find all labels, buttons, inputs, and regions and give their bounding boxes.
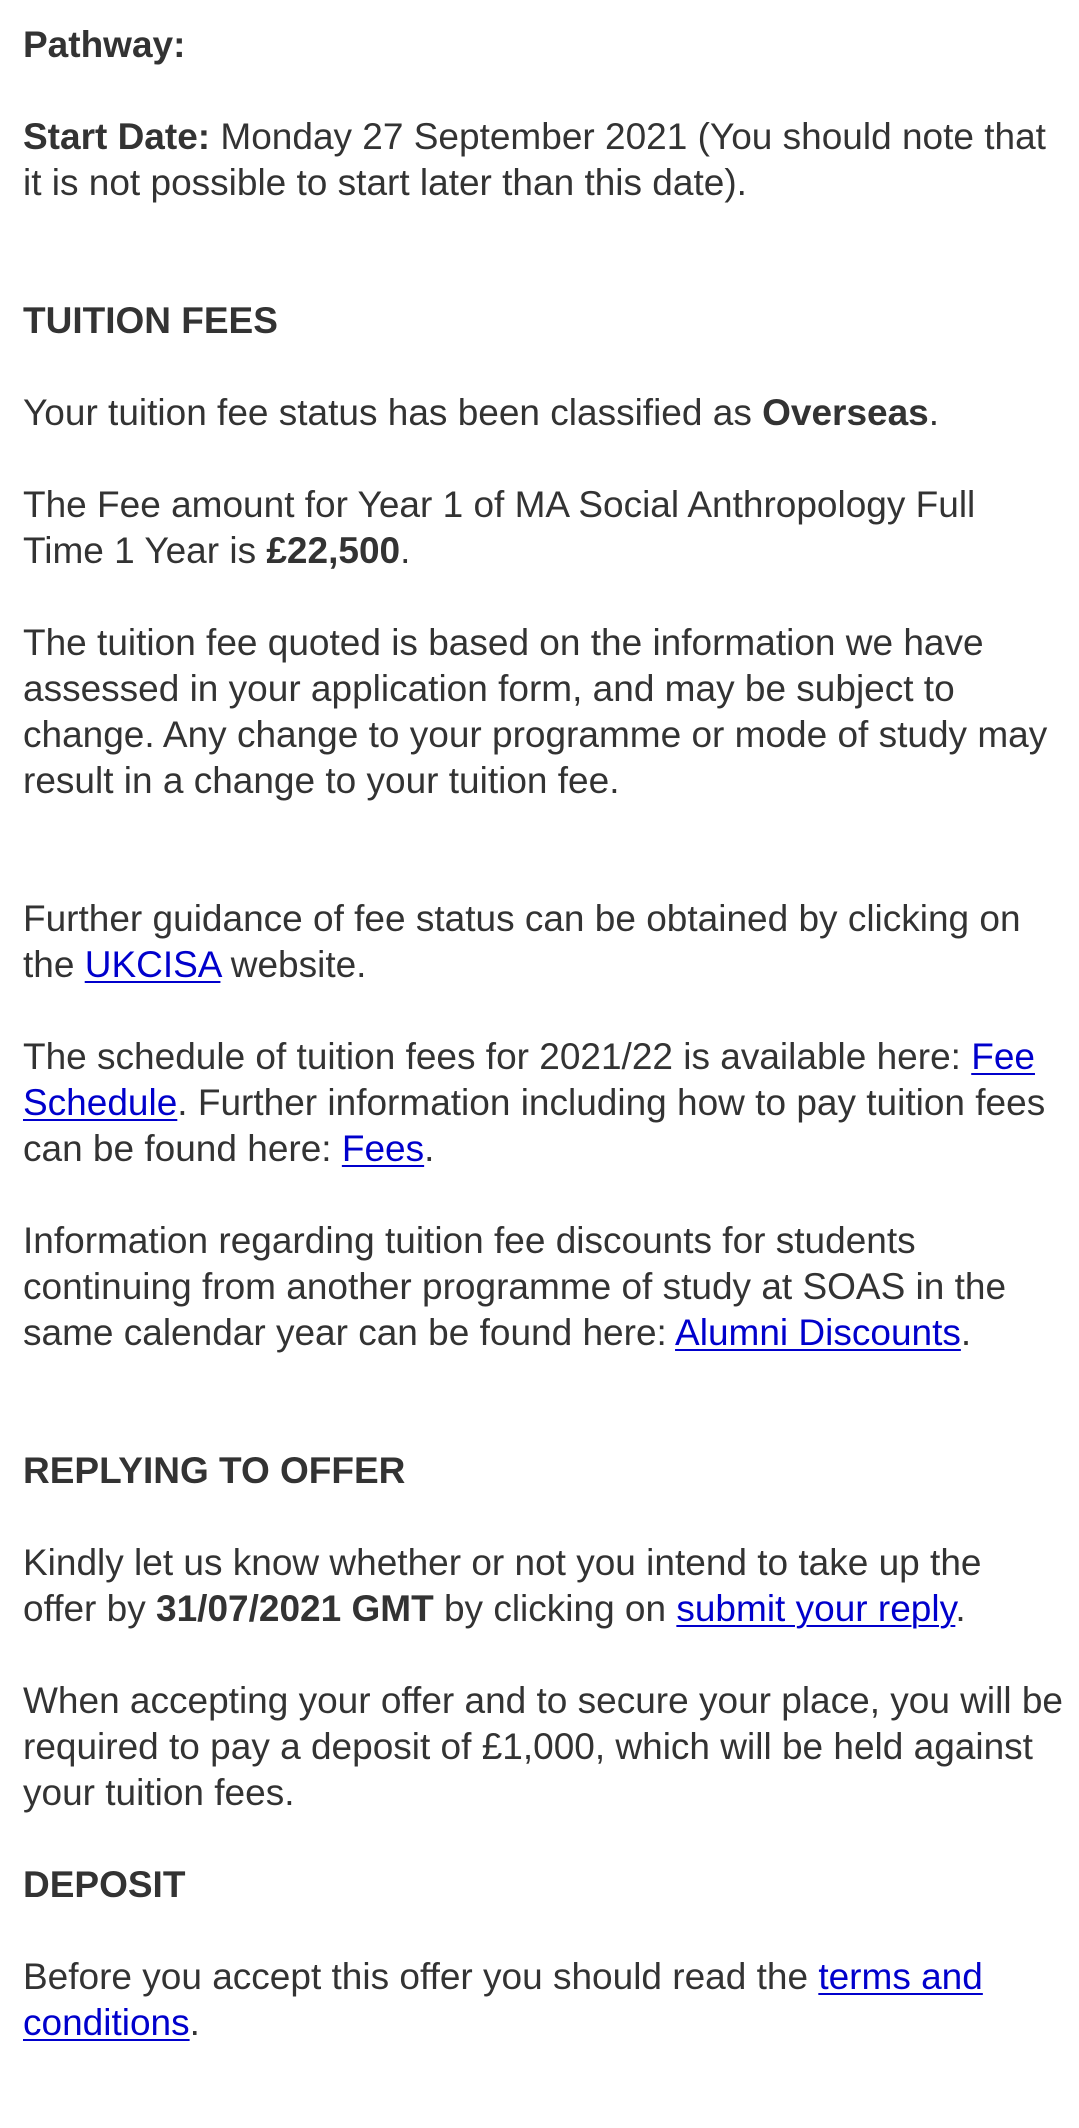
fee-status-prefix: Your tuition fee status has been classified as bbox=[23, 392, 763, 433]
reply-deadline-middle: by clicking on bbox=[433, 1588, 677, 1629]
fee-amount-prefix: The Fee amount for Year 1 of MA Social Anthropology Full Time 1 Year is bbox=[23, 484, 976, 571]
fee-schedule-middle: . Further information including how to pay tuition fees can be found here: bbox=[23, 1082, 1046, 1169]
fee-quote-note: The tuition fee quoted is based on the information we have assessed in your application form, and may be subject to change. Any change to your programme or mode of study may result in a change to your tuition fee. bbox=[23, 622, 1048, 801]
reply-deadline-suffix: . bbox=[955, 1588, 966, 1629]
fee-guidance-suffix: website. bbox=[220, 944, 367, 985]
tuition-fees-heading: TUITION FEES bbox=[23, 300, 278, 341]
deposit-note: When accepting your offer and to secure your place, you will be required to pay a deposit of £1,000, which will be held against your tuition fees. bbox=[23, 1680, 1064, 1813]
start-date-label: Start Date: bbox=[23, 116, 211, 157]
fee-status-line bbox=[23, 390, 1063, 436]
alumni-discount-suffix: . bbox=[960, 1312, 972, 1353]
terms-suffix: . bbox=[189, 2002, 200, 2043]
fee-guidance-prefix: Further guidance of fee status can be obtained by clicking on the bbox=[23, 898, 1021, 985]
fee-schedule-prefix: The schedule of tuition fees for 2021/22 is available here: bbox=[23, 1036, 972, 1077]
ukcisa-link[interactable]: UKCISA bbox=[84, 944, 221, 985]
fee-status-suffix: . bbox=[928, 392, 940, 433]
fee-guidance-line bbox=[23, 896, 1063, 988]
reply-deadline-date: 31/07/2021 GMT bbox=[156, 1588, 434, 1629]
deposit-heading: DEPOSIT bbox=[23, 1864, 186, 1905]
terms-line bbox=[23, 1954, 1063, 2046]
fee-status-value: Overseas bbox=[762, 392, 929, 433]
start-date-line bbox=[23, 114, 1063, 206]
start-date-text: Monday 27 September 2021 (You should note that it is not possible to start later than this date). bbox=[23, 116, 1046, 203]
terms-prefix: Before you accept this offer you should read the bbox=[23, 1956, 819, 1997]
alumni-discount-prefix: Information regarding tuition fee discounts for students continuing from another programme of study at SOAS in the same calendar year can be found here: bbox=[23, 1220, 1007, 1353]
fee-schedule-suffix: . bbox=[424, 1128, 435, 1169]
fee-amount-value: £22,500 bbox=[266, 530, 401, 571]
reply-deadline-prefix: Kindly let us know whether or not you intend to take up the offer by bbox=[23, 1542, 982, 1629]
fee-schedule-line bbox=[23, 1034, 1063, 1172]
fee-schedule-link[interactable]: Fee Schedule bbox=[23, 1036, 1035, 1123]
alumni-discount-line bbox=[23, 1218, 1063, 1356]
fee-amount-suffix: . bbox=[400, 530, 411, 571]
alumni-discounts-link[interactable]: Alumni Discounts bbox=[675, 1312, 961, 1353]
fee-amount-line bbox=[23, 482, 1063, 574]
pathway-label: Pathway: bbox=[23, 24, 186, 65]
pathway-line bbox=[23, 22, 1063, 68]
reply-deadline-line bbox=[23, 1540, 1063, 1632]
terms-and-conditions-link[interactable]: terms and conditions bbox=[23, 1956, 983, 2043]
fees-link[interactable]: Fees bbox=[341, 1128, 425, 1169]
offer-letter-body bbox=[23, 22, 1063, 2046]
submit-reply-link[interactable]: submit your reply bbox=[676, 1588, 956, 1629]
replying-heading: REPLYING TO OFFER bbox=[23, 1450, 406, 1491]
